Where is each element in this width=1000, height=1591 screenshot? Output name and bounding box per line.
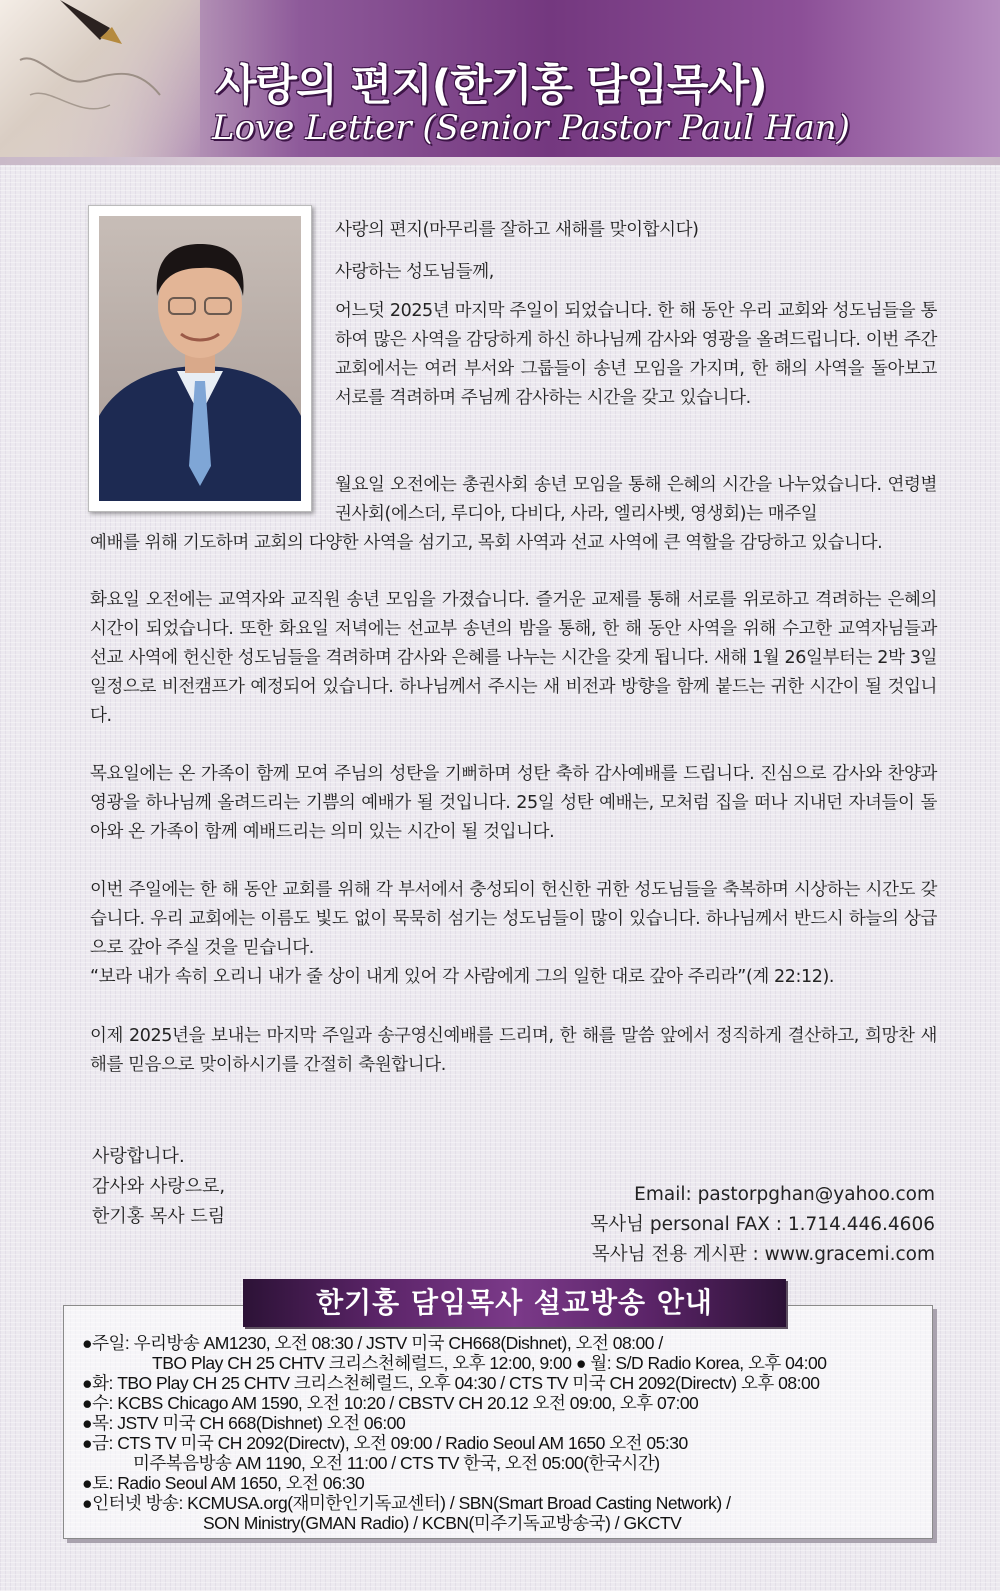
broadcast-line: 미주복음방송 AM 1190, 오전 11:00 / CTS TV 한국, 오전 05:00(한국시간) (133, 1453, 660, 1473)
broadcast-title: 한기홍 담임목사 설교방송 안내 (243, 1279, 786, 1327)
header-divider (0, 157, 1000, 165)
paragraph-3: 화요일 오전에는 교역자와 교직원 송년 모임을 가졌습니다. 즐거운 교제를 통해 서로를 위로하고 격려하는 은혜의 시간이 되었습니다. 또한 화요일 저녁에는 선교부 송년의 밤을 통해, 한 해 동안 사역을 위해 수고한 교역자님들과 선교 사역에 헌신한 성도님들을 격려하며 감사와 은혜를 나누는 시간을 갖게 됩니다. 새해 1월 26일부터는 2박 3일 일정으로 비전캠프가 예정되어 있습니다. 하나님께서 주시는 새 비전과 방향을 함께 붙드는 귀한 시간이 될 것입니다. (90, 590, 937, 726)
header-banner (0, 0, 1000, 165)
signoff-line-1: 사랑합니다. (92, 1146, 185, 1167)
broadcast-line: ●토: Radio Seoul AM 1650, 오전 06:30 (82, 1473, 365, 1493)
title-korean: 사랑의 편지(한기홍 담임목사) (215, 61, 767, 111)
broadcast-schedule (82, 1333, 922, 1533)
broadcast-line: TBO Play CH 25 CHTV 크리스천헤럴드, 오후 12:00, 9:00 ● 월: S/D Radio Korea, 오후 04:00 (152, 1353, 827, 1373)
broadcast-line: ●수: KCBS Chicago AM 1590, 오전 10:20 / CBSTV CH 20.12 오전 09:00, 오후 07:00 (82, 1393, 699, 1413)
paragraph-2b: 예배를 위해 기도하며 교회의 다양한 사역을 섬기고, 목회 사역과 선교 사역에 큰 역할을 감당하고 있습니다. (90, 533, 883, 553)
broadcast-line: ●화: TBO Play CH 25 CHTV 크리스천헤럴드, 오후 04:30 / CTS TV 미국 CH 2092(Directv) 오후 08:00 (82, 1373, 820, 1393)
contact-info (590, 1180, 935, 1270)
broadcast-line: ●주일: 우리방송 AM1230, 오전 08:30 / JSTV 미국 CH668(Dishnet), 오전 08:00 / (82, 1333, 663, 1353)
title-english: Love Letter (Senior Pastor Paul Han) (212, 108, 850, 148)
signoff-line-3: 한기홍 목사 드림 (92, 1206, 226, 1227)
paragraph-4: 목요일에는 온 가족이 함께 모여 주님의 성탄을 기뻐하며 성탄 축하 감사예배를 드립니다. 진심으로 감사와 찬양과 영광을 하나님께 올려드리는 기쁨의 예배가 될 것입니다. 25일 성탄 예배는, 모처럼 집을 떠나 지내던 자녀들이 돌아와 온 가족이 함께 예배드리는 의미 있는 시간이 될 것입니다. (90, 764, 937, 842)
paragraph-1: 어느덧 2025년 마지막 주일이 되었습니다. 한 해 동안 우리 교회와 성도님들을 통하여 많은 사역을 감당하게 하신 하나님께 감사와 영광을 올려드립니다. 이번 주간 교회에서는 여러 부서와 그룹들이 송년 모임을 가지며, 한 해의 사역을 돌아보고 서로를 격려하며 주님께 감사하는 시간을 갖고 있습니다. (335, 301, 937, 408)
letter-greeting: 사랑하는 성도님들께, (335, 262, 494, 282)
contact-board[interactable]: 목사님 전용 게시판 : www.gracemi.com (591, 1244, 935, 1265)
letter-heading: 사랑의 편지(마무리를 잘하고 새해를 맞이합시다) (335, 220, 699, 240)
broadcast-line[interactable]: ●인터넷 방송: KCMUSA.org(재미한인기독교센터) / SBN(Smart Broad Casting Network) / (82, 1493, 731, 1513)
signoff-line-2: 감사와 사랑으로, (92, 1176, 226, 1197)
paragraph-6: 이제 2025년을 보내는 마지막 주일과 송구영신예배를 드리며, 한 해를 말씀 앞에서 정직하게 결산하고, 희망찬 새해를 믿음으로 맞이하시기를 간절히 축원합니다. (90, 1026, 937, 1075)
fountain-pen-image (0, 0, 200, 165)
contact-email[interactable]: Email: pastorpghan@yahoo.com (634, 1184, 935, 1205)
pastor-photo (99, 216, 301, 501)
broadcast-line: SON Ministry(GMAN Radio) / KCBN(미주기독교방송국) / GKCTV (203, 1513, 682, 1533)
pastor-photo-frame (88, 205, 312, 512)
broadcast-line: ●금: CTS TV 미국 CH 2092(Directv), 오전 09:00 / Radio Seoul AM 1650 오전 05:30 (82, 1433, 688, 1453)
bible-quote: “보라 내가 속히 오리니 내가 줄 상이 내게 있어 각 사람에게 그의 일한 대로 갚아 주리라”(계 22:12). (90, 967, 835, 987)
broadcast-line: ●목: JSTV 미국 CH 668(Dishnet) 오전 06:00 (82, 1413, 406, 1433)
contact-fax: 목사님 personal FAX : 1.714.446.4606 (590, 1214, 935, 1235)
signoff (92, 1142, 225, 1232)
paragraph-2a: 월요일 오전에는 총권사회 송년 모임을 통해 은혜의 시간을 나누었습니다. 연령별 권사회(에스더, 루디아, 다비다, 사라, 엘리사벳, 영생회)는 매주일 (335, 475, 937, 524)
paragraph-5: 이번 주일에는 한 해 동안 교회를 위해 각 부서에서 충성되이 헌신한 귀한 성도님들을 축복하며 시상하는 시간도 갖습니다. 우리 교회에는 이름도 빛도 없이 묵묵히 섬기는 성도님들이 많이 있습니다. 하나님께서 반드시 하늘의 상급으로 갚아 주실 것을 믿습니다. (90, 880, 937, 958)
